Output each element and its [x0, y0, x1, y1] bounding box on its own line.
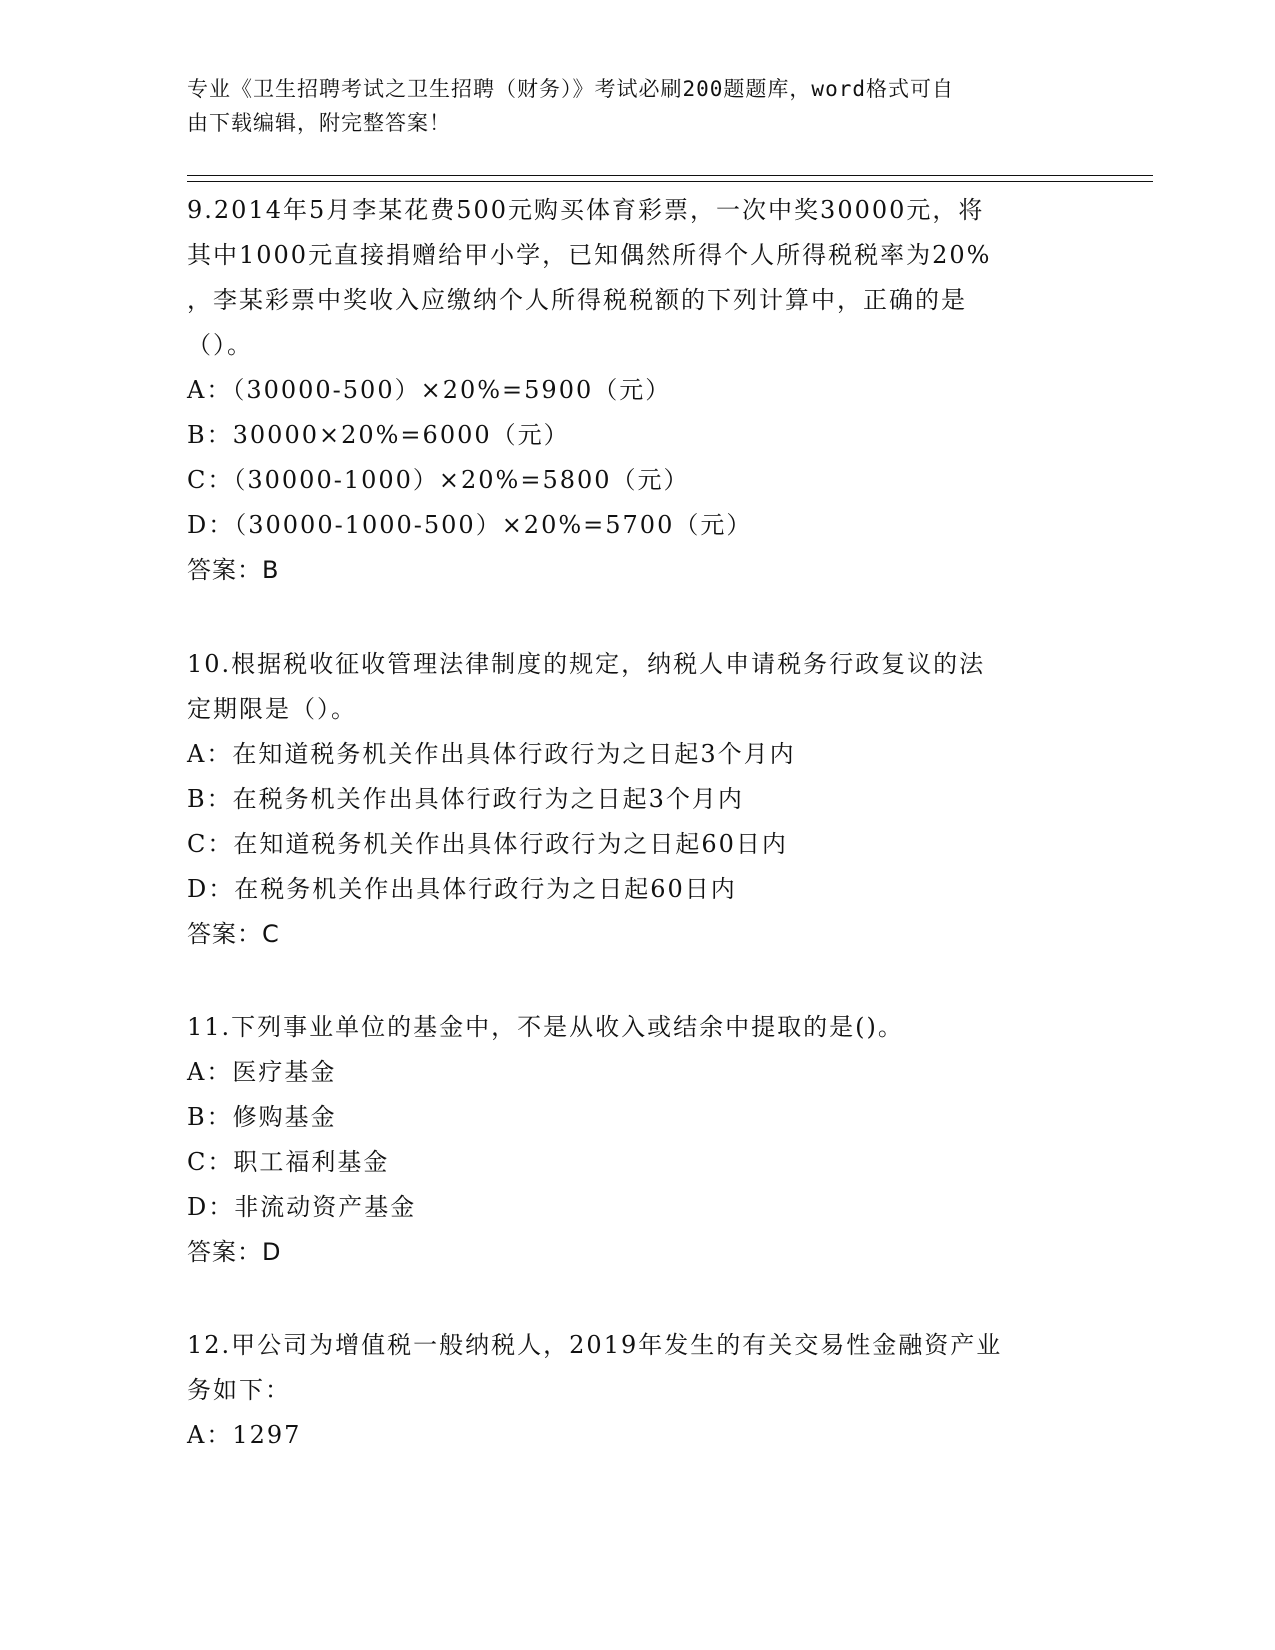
answer: 答案：D	[187, 1238, 282, 1266]
question-stem	[187, 188, 1087, 368]
option-b: B：30000×20%=6000（元）	[187, 421, 570, 449]
stem-line: 务如下：	[187, 1376, 291, 1404]
header-divider	[187, 181, 1153, 182]
stem-line: 11.下列事业单位的基金中，不是从收入或结余中提取的是()。	[187, 1013, 904, 1041]
stem-line: 9.2014年5月李某花费500元购买体育彩票，一次中奖30000元，将	[187, 196, 985, 224]
option-d: D：（30000-1000-500）×20%=5700（元）	[187, 511, 753, 539]
option-c: C：职工福利基金	[187, 1148, 390, 1176]
header-line: 专业《卫生招聘考试之卫生招聘（财务）》考试必刷200题题库，word格式可自	[187, 77, 954, 101]
option-a: A：在知道税务机关作出具体行政行为之日起3个月内	[187, 740, 796, 768]
question-stem	[187, 1323, 1087, 1413]
question-stem	[187, 1005, 1087, 1050]
stem-line: 10.根据税收征收管理法律制度的规定，纳税人申请税务行政复议的法	[187, 650, 986, 678]
stem-line: 定期限是（）。	[187, 695, 357, 723]
question-11	[187, 1005, 1087, 1275]
option-c: C：（30000-1000）×20%=5800（元）	[187, 466, 690, 494]
option-a: A：（30000-500）×20%=5900（元）	[187, 376, 672, 404]
question-12	[187, 1323, 1087, 1458]
stem-line: 12.甲公司为增值税一般纳税人，2019年发生的有关交易性金融资产业	[187, 1331, 1003, 1359]
answer: 答案：B	[187, 556, 280, 584]
question-9	[187, 188, 1087, 593]
option-c: C：在知道税务机关作出具体行政行为之日起60日内	[187, 830, 788, 858]
option-d: D：非流动资产基金	[187, 1193, 417, 1221]
header-divider	[187, 175, 1153, 176]
option-a: A：医疗基金	[187, 1058, 337, 1086]
answer: 答案：C	[187, 920, 280, 948]
option-b: B：修购基金	[187, 1103, 337, 1131]
header-line: 由下载编辑，附完整答案！	[187, 111, 451, 135]
option-a: A：1297	[187, 1421, 302, 1449]
question-10	[187, 642, 1087, 957]
stem-line: （）。	[187, 331, 253, 359]
stem-line: 其中1000元直接捐赠给甲小学，已知偶然所得个人所得税税率为20%	[187, 241, 992, 269]
option-d: D：在税务机关作出具体行政行为之日起60日内	[187, 875, 737, 903]
question-stem	[187, 642, 1087, 732]
stem-line: ，李某彩票中奖收入应缴纳个人所得税税额的下列计算中，正确的是	[187, 286, 967, 314]
option-b: B：在税务机关作出具体行政行为之日起3个月内	[187, 785, 744, 813]
document-header	[187, 72, 1067, 140]
